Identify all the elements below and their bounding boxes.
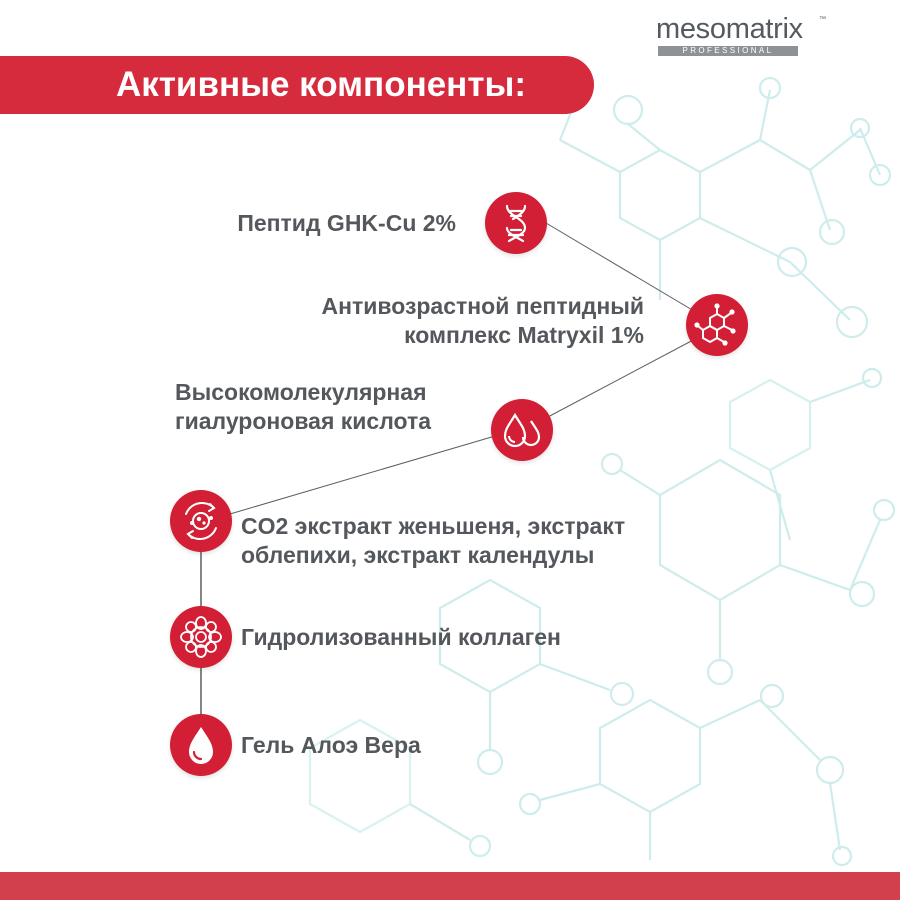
collagen-flower-icon — [170, 606, 232, 668]
water-drops-icon — [491, 399, 553, 461]
component-icon-hyaluronic — [491, 399, 553, 461]
dna-icon — [485, 192, 547, 254]
component-icon-matryxil — [686, 294, 748, 356]
component-label-extracts: CO2 экстракт женьшеня, экстракт облепихи, экстракт календулы — [241, 513, 626, 568]
footer-bar — [0, 872, 900, 900]
brand-name: mesomatrix — [656, 13, 803, 45]
cell-cycle-icon — [170, 490, 232, 552]
component-icon-extracts — [170, 490, 232, 552]
title-banner — [0, 56, 594, 114]
component-icon-peptide — [485, 192, 547, 254]
molecule-icon — [686, 294, 748, 356]
aloe-drop-icon — [170, 714, 232, 776]
brand-trademark: ™ — [819, 16, 826, 23]
component-label-aloe: Гель Алоэ Вера — [241, 732, 421, 758]
page-title: Активные компоненты: — [116, 65, 527, 104]
component-label-collagen: Гидролизованный коллаген — [241, 624, 561, 650]
component-icon-aloe — [170, 714, 232, 776]
brand-logo — [656, 14, 824, 58]
component-label-peptide: Пептид GHK-Cu 2% — [237, 210, 456, 236]
brand-subtitle: PROFESSIONAL — [658, 46, 798, 56]
component-icon-collagen — [170, 606, 232, 668]
component-label-matryxil: Антивозрастной пептидный комплекс Matryxil 1% — [321, 293, 644, 348]
component-label-hyaluronic: Высокомолекулярная гиалуроновая кислота — [175, 379, 432, 434]
